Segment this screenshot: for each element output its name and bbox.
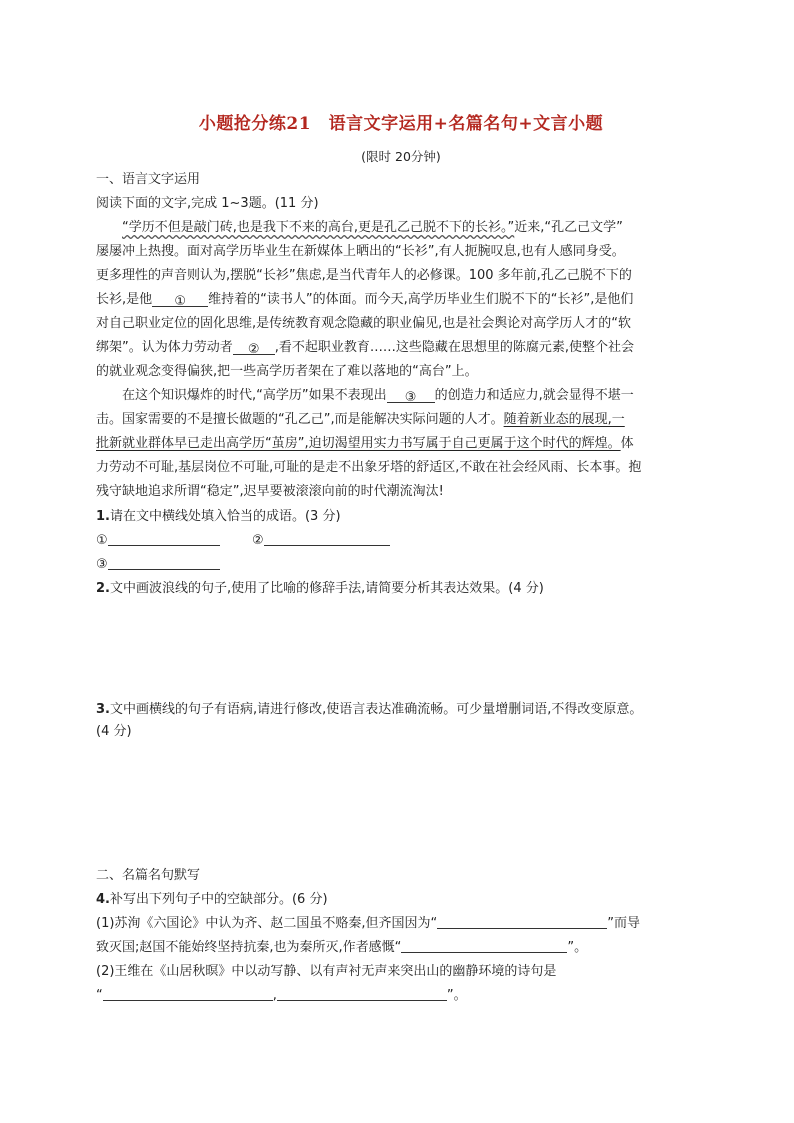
- p1-line6-a: 绑架”。认为体力劳动者: [96, 340, 233, 355]
- question-1: [96, 507, 341, 527]
- blank-2[interactable]: ②: [233, 340, 275, 355]
- q2-text: 文中画波浪线的句子,使用了比喻的修辞手法,请简要分析其表达效果。(4 分): [109, 581, 544, 596]
- underlined-sentence-start: 随着新业态的展现,一: [503, 412, 625, 427]
- q1-number: 1.: [96, 509, 110, 524]
- q3-number: 3.: [96, 702, 110, 717]
- p1-line3: 更多理性的声音则认为,摆脱“长衫”焦虑,是当代青年人的必修课。100 多年前,孔乙己脱不下的: [96, 268, 632, 283]
- answer-blank-3[interactable]: [108, 555, 220, 570]
- q4-item1-line2: [96, 938, 587, 958]
- p2-line2-a: 击。国家需要的不是擅长做题的“孔乙己”,而是能解决实际问题的人才。: [96, 412, 504, 427]
- wavy-sentence: “学历不但是敲门砖,也是我下不来的高台,更是孔乙己脱不下的长衫。”: [122, 220, 515, 235]
- p1-line4-b: 维持着的“读书人”的体面。而今天,高学历毕业生们脱不下的“长衫”,是他们: [208, 292, 634, 307]
- q4-blank-1[interactable]: [437, 914, 607, 929]
- section1-intro: 阅读下面的文字,完成 1~3题。(11 分): [96, 196, 319, 211]
- time-limit: (限时 20分钟): [361, 149, 441, 164]
- p1-line1: [122, 218, 623, 238]
- q4-s1a: (1)苏洵《六国论》中认为齐、赵二国虽不赂秦,但齐国因为“: [96, 916, 438, 931]
- p2-line3: [96, 434, 634, 454]
- q4-s2b: “: [96, 988, 103, 1003]
- q4-item2-line2: [96, 986, 467, 1006]
- q3-text: 文中画横线的句子有语病,请进行修改,使语言表达准确流畅。可少量增删词语,不得改变原意。: [109, 702, 643, 717]
- q4-blank-2[interactable]: [401, 938, 567, 953]
- p1-line4-a: 长衫,是他: [96, 292, 153, 307]
- q4-s1b: ”而导: [607, 916, 641, 931]
- q4-blank-4[interactable]: [277, 986, 447, 1001]
- p1-line5: 对自己职业定位的固化思维,是传统教育观念隐藏的职业偏见,也是社会舆论对高学历人才的“软: [96, 316, 632, 331]
- q1-marker-3: ③: [96, 557, 108, 572]
- q1-text: 请在文中横线处填入恰当的成语。(3 分): [109, 509, 341, 524]
- q2-number: 2.: [96, 581, 110, 596]
- q4-s2d: ”。: [446, 988, 467, 1003]
- p2-line3-b: 体: [620, 436, 634, 451]
- p2-line1-a: 在这个知识爆炸的时代,“高学历”如果不表现出: [122, 388, 387, 403]
- p2-line1: [122, 386, 634, 406]
- p2-line1-b: 的创造力和适应力,就会显得不堪一: [434, 388, 634, 403]
- p1-line4: [96, 290, 633, 310]
- q4-s1d: ”。: [567, 940, 588, 955]
- q4-text: 补写出下列句子中的空缺部分。(6 分): [109, 892, 328, 907]
- p1-line2: 屡屡冲上热搜。面对高学历毕业生在新媒体上晒出的“长衫”,有人扼腕叹息,也有人感同身受。: [96, 244, 625, 259]
- blank-1[interactable]: ①: [152, 292, 208, 307]
- q1-marker-1: ①: [96, 533, 108, 548]
- question-4: [96, 890, 328, 910]
- p2-line4: 力劳动不可耻,基层岗位不可耻,可耻的是走不出象牙塔的舒适区,不敢在社会经风雨、长本事。抱: [96, 460, 642, 475]
- q4-item1-line1: [96, 914, 640, 934]
- q4-s2c: ,: [272, 988, 277, 1003]
- section1-heading: 一、语言文字运用: [96, 172, 201, 187]
- q4-item2-line1: (2)王维在《山居秋暝》中以动写静、以有声衬无声来突出山的幽静环境的诗句是: [96, 964, 557, 979]
- q1-answers-row2: [96, 555, 220, 575]
- blank-3[interactable]: ③: [387, 388, 435, 403]
- q3-score: (4 分): [96, 724, 132, 739]
- page-title: 小题抢分练21 语言文字运用+名篇名句+文言小题: [198, 114, 604, 134]
- p2-line5: 残守缺地追求所谓“稳定”,迟早要被滚滚向前的时代潮流淘汰!: [96, 484, 444, 499]
- p2-line2: [96, 410, 625, 430]
- p1-line1-rest: 近来,“孔乙己文学”: [514, 220, 623, 235]
- answer-blank-2[interactable]: [264, 531, 390, 546]
- p1-line7: 的就业观念变得偏狭,把一些高学历者架在了难以落地的“高台”上。: [96, 364, 478, 379]
- question-3: [96, 700, 642, 720]
- underlined-sentence-end: 批新就业群体早已走出高学历“茧房”,迫切渴望用实力书写属于自己更属于这个时代的辉煌。: [96, 436, 621, 451]
- p1-line6-b: ,看不起职业教育……这些隐藏在思想里的陈腐元素,使整个社会: [274, 340, 635, 355]
- question-2: [96, 579, 544, 599]
- p1-line6: [96, 338, 634, 358]
- q4-blank-3[interactable]: [103, 986, 273, 1001]
- answer-blank-1[interactable]: [108, 531, 220, 546]
- section2-heading: 二、名篇名句默写: [96, 868, 201, 883]
- q1-answers-row1: [96, 531, 390, 551]
- q4-s1c: 致灭国;赵国不能始终坚持抗秦,也为秦所灭,作者感慨“: [96, 940, 402, 955]
- q4-number: 4.: [96, 892, 110, 907]
- q1-marker-2: ②: [251, 533, 264, 548]
